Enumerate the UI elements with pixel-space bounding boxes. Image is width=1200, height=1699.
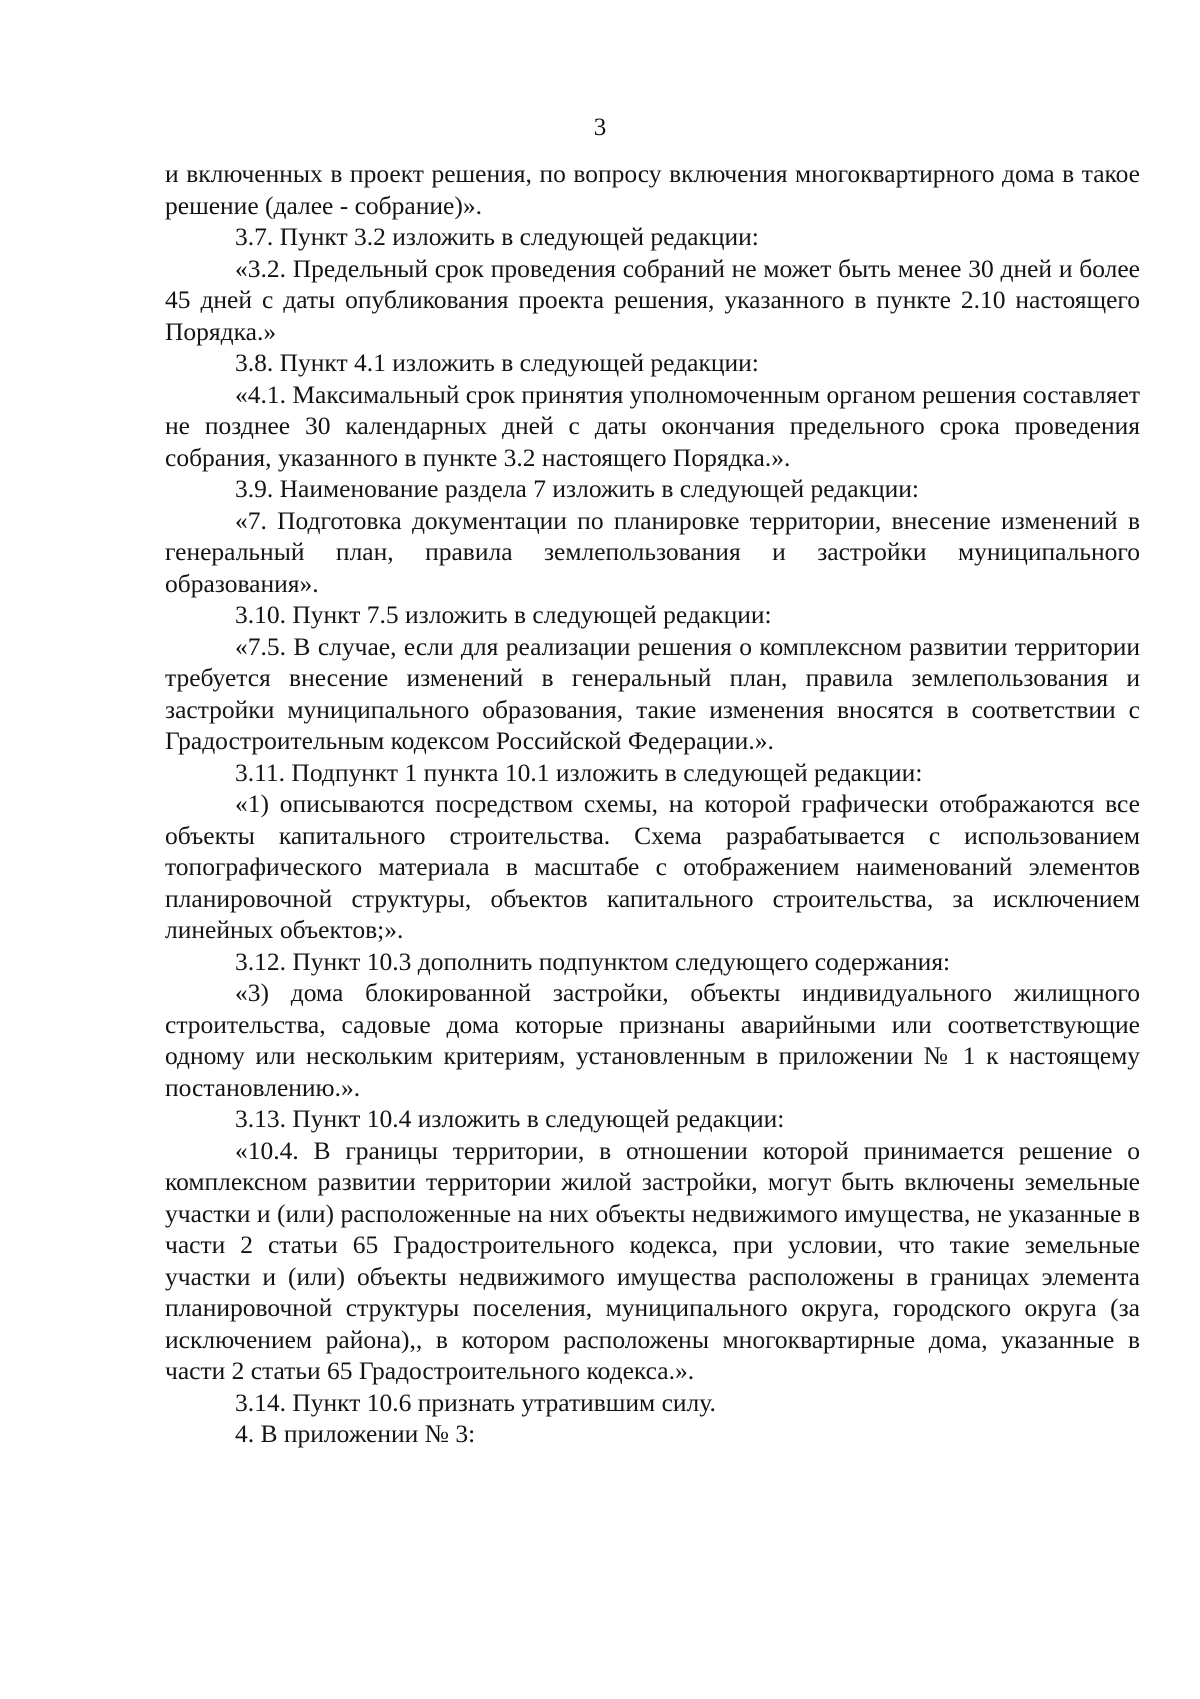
paragraph-quote-4-1: «4.1. Максимальный срок принятия уполномоченным органом решения составляет не позднее 30 календарных дней с даты окончания предельного срока проведения собрания, указанного в пункте 3.2 настоящего Порядка.». [165,379,1140,472]
paragraph-item-3-7: 3.7. Пункт 3.2 изложить в следующей редакции: [235,222,759,251]
paragraph-quote-10-4: «10.4. В границы территории, в отношении которой принимается решение о комплексном развитии территории жилой застройки, могут быть включены земельные участки и (или) расположенные на них объекты недвижимого имущества, не указанные в части 2 статьи 65 Градостроительного кодекса, при условии, что такие земельные участки и (или) объекты недвижимого имущества расположены в границах элемента планировочной структуры поселения, муниципального округа, городского округа (за исключением района),, в котором расположены многоквартирные дома, указанные в части 2 статьи 65 Градостроительного кодекса.». [165,1135,1140,1385]
paragraph-continuation: и включенных в проект решения, по вопросу включения многоквартирного дома в такое решение (далее - собрание)». [165,159,1140,220]
paragraph-quote-3: «3) дома блокированной застройки, объекты индивидуального жилищного строительства, садовые дома которые признаны аварийными или соответствующие одному или нескольким критериям, установленным в приложении № 1 к настоящему постановлению.». [165,978,1140,1102]
paragraph-item-4: 4. В приложении № 3: [235,1419,476,1448]
paragraph-quote-7: «7. Подготовка документации по планировке территории, внесение изменений в генеральный план, правила землепользования и застройки муниципального образования». [165,505,1140,598]
paragraph-item-3-13: 3.13. Пункт 10.4 изложить в следующей редакции: [235,1104,785,1133]
paragraph-quote-7-5: «7.5. В случае, если для реализации решения о комплексном развитии территории требуется внесение изменений в генеральный план, правила землепользования и застройки муниципального образования, такие изменения вносятся в соответствии с Градостроительным кодексом Российской Федерации.». [165,631,1140,755]
paragraph-item-3-8: 3.8. Пункт 4.1 изложить в следующей редакции: [235,348,759,377]
paragraph-quote-3-2: «3.2. Предельный срок проведения собраний не может быть менее 30 дней и более 45 дней с даты опубликования проекта решения, указанного в пункте 2.10 настоящего Порядка.» [165,253,1140,346]
paragraph-item-3-12: 3.12. Пункт 10.3 дополнить подпунктом следующего содержания: [235,946,951,976]
paragraph-item-3-9: 3.9. Наименование раздела 7 изложить в следующей редакции: [235,474,919,503]
paragraph-item-3-10: 3.10. Пункт 7.5 изложить в следующей редакции: [235,600,772,629]
paragraph-item-3-14: 3.14. Пункт 10.6 признать утратившим силу. [235,1387,716,1417]
page-number: 3 [593,114,607,141]
paragraph-item-3-11: 3.11. Подпункт 1 пункта 10.1 изложить в следующей редакции: [235,757,923,787]
document-body [165,158,1140,1450]
paragraph-quote-1: «1) описываются посредством схемы, на которой графически отображаются все объекты капитального строительства. Схема разрабатывается с использованием топографического материала в масштабе с отображением наименований элементов планировочной структуры, объектов капитального строительства, за исключением линейных объектов;». [165,789,1140,944]
